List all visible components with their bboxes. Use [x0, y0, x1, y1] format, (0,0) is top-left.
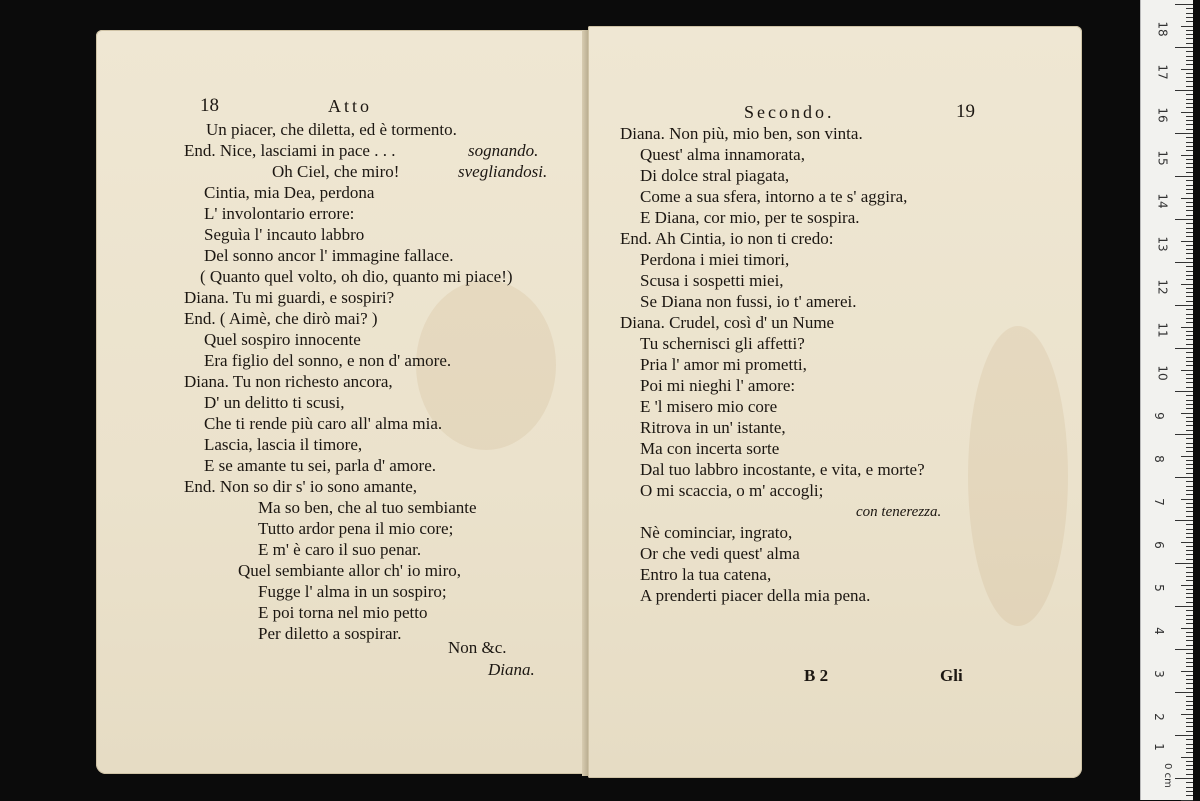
ruler-tick	[1175, 477, 1193, 478]
ruler-tick	[1186, 13, 1193, 14]
catchword: Gli	[940, 666, 963, 685]
ruler-tick	[1175, 434, 1193, 435]
ruler-tick	[1186, 279, 1193, 280]
ruler-tick	[1186, 705, 1193, 706]
ruler-tick	[1186, 619, 1193, 620]
ruler-tick	[1186, 593, 1193, 594]
ruler-tick	[1186, 752, 1193, 753]
text-line: Tutto ardor pena il mio core;	[258, 519, 454, 538]
ruler-tick	[1186, 722, 1193, 723]
ruler-tick	[1186, 159, 1193, 160]
ruler-tick	[1186, 404, 1193, 405]
text-line: Ma con incerta sorte	[640, 439, 780, 458]
page-number: 18	[200, 95, 219, 116]
text-line: Quest' alma innamorata,	[640, 145, 805, 164]
ruler-tick	[1186, 137, 1193, 138]
ruler-tick	[1175, 778, 1193, 779]
ruler-tick	[1186, 301, 1193, 302]
ruler-number: 0 cm	[1161, 763, 1173, 788]
text-line: Di dolce stral piagata,	[640, 166, 790, 185]
ruler-tick	[1181, 155, 1193, 156]
ruler-tick	[1175, 305, 1193, 306]
ruler-number: 16	[1155, 107, 1170, 123]
ruler-tick	[1186, 395, 1193, 396]
ruler-tick	[1186, 167, 1193, 168]
ruler-tick	[1186, 765, 1193, 766]
ruler-tick	[1186, 675, 1193, 676]
ruler-tick	[1186, 430, 1193, 431]
ruler-tick	[1186, 576, 1193, 577]
running-head: Secondo.	[744, 102, 835, 122]
ruler-tick	[1186, 744, 1193, 745]
ruler-tick	[1175, 649, 1193, 650]
ruler-tick	[1186, 726, 1193, 727]
ruler-tick	[1186, 511, 1193, 512]
text-line: A prenderti piacer della mia pena.	[640, 586, 871, 605]
ruler-tick	[1186, 339, 1193, 340]
ruler-tick	[1186, 314, 1193, 315]
ruler-tick	[1186, 494, 1193, 495]
catchword: Diana.	[488, 660, 535, 679]
ruler-tick	[1186, 206, 1193, 207]
ruler-tick	[1186, 554, 1193, 555]
text-line: Che ti rende più caro all' alma mia.	[204, 414, 443, 433]
ruler-tick	[1186, 408, 1193, 409]
ruler-tick	[1181, 284, 1193, 285]
ruler-tick	[1186, 610, 1193, 611]
ruler-tick	[1186, 529, 1193, 530]
ruler-tick	[1186, 107, 1193, 108]
ruler-tick	[1175, 391, 1193, 392]
ruler-tick	[1186, 34, 1193, 35]
text-line: ( Quanto quel volto, oh dio, quanto mi piace!)	[200, 267, 513, 286]
ruler-tick	[1186, 748, 1193, 749]
ruler-tick	[1186, 180, 1193, 181]
ruler-tick	[1186, 481, 1193, 482]
ruler-number: 15	[1155, 150, 1170, 166]
ruler-tick	[1186, 296, 1193, 297]
ruler-number: 5	[1151, 584, 1166, 592]
ruler-tick	[1175, 735, 1193, 736]
text-line: L' involontario errore:	[204, 204, 355, 223]
text-line: Dal tuo labbro incostante, e vita, e morte?	[640, 460, 925, 479]
ruler-number: 18	[1155, 21, 1170, 37]
ruler-tick	[1186, 335, 1193, 336]
page-number: 19	[956, 101, 975, 122]
ruler-number: 9	[1151, 412, 1166, 420]
ruler-tick	[1175, 563, 1193, 564]
text-line: E 'l misero mio core	[640, 397, 778, 416]
text-line: E se amante tu sei, parla d' amore.	[204, 456, 436, 475]
ruler-tick	[1186, 658, 1193, 659]
ruler-number: 3	[1151, 670, 1166, 678]
ruler-tick	[1186, 245, 1193, 246]
text-line: Cintia, mia Dea, perdona	[204, 183, 375, 202]
ruler-tick	[1186, 56, 1193, 57]
ruler-tick	[1181, 26, 1193, 27]
ruler-tick	[1186, 787, 1193, 788]
ruler-tick	[1186, 709, 1193, 710]
ruler-tick	[1186, 361, 1193, 362]
ruler-tick	[1186, 597, 1193, 598]
ruler-tick	[1186, 447, 1193, 448]
text-line: Diana. Tu non richesto ancora,	[184, 372, 393, 391]
text-line: Poi mi nieghi l' amore:	[640, 376, 796, 395]
ruler-tick	[1186, 344, 1193, 345]
ruler-tick	[1186, 172, 1193, 173]
ruler-tick	[1186, 503, 1193, 504]
ruler-tick	[1181, 499, 1193, 500]
ruler-tick	[1181, 714, 1193, 715]
ruler-tick	[1186, 258, 1193, 259]
ruler-tick	[1186, 421, 1193, 422]
text-line: O mi scaccia, o m' accogli;	[640, 481, 824, 500]
ruler-number: 6	[1151, 541, 1166, 549]
ruler-tick	[1175, 47, 1193, 48]
ruler-tick	[1186, 120, 1193, 121]
ruler-number: 17	[1155, 64, 1170, 80]
text-line: Non &c.	[448, 638, 507, 657]
ruler-tick	[1186, 103, 1193, 104]
ruler-tick	[1186, 142, 1193, 143]
ruler-tick	[1186, 795, 1193, 796]
ruler-number: 11	[1155, 322, 1170, 338]
signature-mark: B 2	[804, 666, 829, 685]
text-line: E Diana, cor mio, per te sospira.	[640, 208, 860, 227]
ruler-tick	[1186, 451, 1193, 452]
ruler-tick	[1186, 146, 1193, 147]
ruler-tick	[1186, 567, 1193, 568]
text-line: End. Non so dir s' io sono amante,	[184, 477, 418, 496]
ruler-tick	[1186, 623, 1193, 624]
text-line: Diana. Crudel, così d' un Nume	[620, 313, 835, 332]
ruler-tick	[1186, 533, 1193, 534]
ruler-tick	[1186, 438, 1193, 439]
ruler-tick	[1181, 327, 1193, 328]
ruler-tick	[1186, 202, 1193, 203]
ruler-tick	[1175, 262, 1193, 263]
ruler-tick	[1186, 683, 1193, 684]
ruler-tick	[1186, 782, 1193, 783]
ruler-tick	[1186, 193, 1193, 194]
ruler-tick	[1186, 322, 1193, 323]
ruler-tick	[1175, 606, 1193, 607]
text-line: Del sonno ancor l' immagine fallace.	[204, 246, 454, 265]
ruler-tick	[1186, 507, 1193, 508]
ruler-tick	[1186, 185, 1193, 186]
ruler-tick	[1186, 460, 1193, 461]
ruler-tick	[1186, 464, 1193, 465]
ruler-tick	[1186, 580, 1193, 581]
text-line: E poi torna nel mio petto	[258, 603, 428, 622]
ruler-tick	[1186, 761, 1193, 762]
text-line: D' un delitto ti scusi,	[204, 393, 345, 412]
text-line: Seguìa l' incauto labbro	[204, 225, 365, 244]
ruler-tick	[1186, 124, 1193, 125]
text-line: Or che vedi quest' alma	[640, 544, 800, 563]
text-line: Quel sospiro innocente	[204, 330, 361, 349]
ruler-tick	[1175, 90, 1193, 91]
ruler-tick	[1186, 791, 1193, 792]
ruler-tick	[1186, 645, 1193, 646]
ruler-tick	[1186, 150, 1193, 151]
ruler-tick	[1186, 653, 1193, 654]
open-book	[88, 26, 1088, 778]
ruler-tick	[1186, 718, 1193, 719]
ruler-tick	[1175, 219, 1193, 220]
ruler-tick	[1186, 236, 1193, 237]
page-stain	[968, 326, 1068, 626]
text-line: End. Nice, lasciami in pace . . .	[184, 141, 396, 160]
ruler-tick	[1175, 176, 1193, 177]
ruler-tick	[1186, 17, 1193, 18]
ruler-number: 8	[1151, 455, 1166, 463]
text-line: Tu schernisci gli affetti?	[640, 334, 805, 353]
ruler-tick	[1186, 490, 1193, 491]
text-line: Oh Ciel, che miro!	[272, 162, 400, 181]
ruler-tick	[1175, 133, 1193, 134]
text-line: Per diletto a sospirar.	[258, 624, 402, 643]
ruler-tick	[1181, 757, 1193, 758]
ruler-number: 1	[1151, 743, 1166, 751]
ruler-tick	[1186, 701, 1193, 702]
ruler-tick	[1186, 249, 1193, 250]
text-line: Entro la tua catena,	[640, 565, 772, 584]
stage-direction: svegliandosi.	[458, 162, 548, 181]
ruler-tick	[1186, 602, 1193, 603]
ruler-tick	[1181, 628, 1193, 629]
measurement-ruler	[1140, 0, 1193, 800]
ruler-tick	[1181, 542, 1193, 543]
ruler-tick	[1186, 189, 1193, 190]
ruler-tick	[1186, 271, 1193, 272]
ruler-number: 14	[1155, 193, 1170, 209]
left-page	[96, 30, 588, 774]
ruler-tick	[1186, 769, 1193, 770]
text-line: E m' è caro il suo penar.	[258, 540, 422, 559]
ruler-tick	[1186, 64, 1193, 65]
ruler-tick	[1186, 331, 1193, 332]
ruler-tick	[1186, 636, 1193, 637]
stage-direction: sognando.	[468, 141, 539, 160]
ruler-tick	[1181, 370, 1193, 371]
ruler-tick	[1186, 99, 1193, 100]
ruler-tick	[1186, 559, 1193, 560]
ruler-tick	[1186, 352, 1193, 353]
ruler-tick	[1186, 86, 1193, 87]
text-line: End. Ah Cintia, io non ti credo:	[620, 229, 834, 248]
ruler-number: 10	[1155, 365, 1170, 381]
ruler-tick	[1186, 400, 1193, 401]
ruler-tick	[1186, 615, 1193, 616]
ruler-tick	[1186, 253, 1193, 254]
stage-direction: con tenerezza.	[856, 504, 942, 520]
text-line: Se Diana non fussi, io t' amerei.	[640, 292, 857, 311]
ruler-tick	[1181, 413, 1193, 414]
ruler-tick	[1186, 288, 1193, 289]
ruler-tick	[1186, 43, 1193, 44]
ruler-tick	[1186, 266, 1193, 267]
running-head: Atto	[328, 96, 373, 116]
ruler-tick	[1186, 417, 1193, 418]
right-page	[588, 26, 1082, 778]
ruler-tick	[1186, 640, 1193, 641]
ruler-tick	[1175, 4, 1193, 5]
ruler-tick	[1186, 215, 1193, 216]
ruler-tick	[1186, 524, 1193, 525]
ruler-tick	[1181, 198, 1193, 199]
ruler-tick	[1186, 94, 1193, 95]
ruler-tick	[1181, 69, 1193, 70]
ruler-tick	[1186, 679, 1193, 680]
ruler-tick	[1186, 632, 1193, 633]
ruler-number: 13	[1155, 236, 1170, 252]
ruler-tick	[1186, 228, 1193, 229]
ruler-number: 2	[1151, 713, 1166, 721]
ruler-tick	[1186, 572, 1193, 573]
ruler-tick	[1186, 550, 1193, 551]
text-line: Ritrova in un' istante,	[640, 418, 786, 437]
ruler-tick	[1186, 589, 1193, 590]
text-line: Un piacer, che diletta, ed è tormento.	[206, 120, 457, 139]
text-line: Quel sembiante allor ch' io miro,	[238, 561, 462, 580]
ruler-tick	[1186, 129, 1193, 130]
ruler-tick	[1186, 232, 1193, 233]
ruler-tick	[1186, 516, 1193, 517]
ruler-tick	[1186, 292, 1193, 293]
ruler-tick	[1181, 585, 1193, 586]
ruler-tick	[1186, 374, 1193, 375]
ruler-tick	[1175, 348, 1193, 349]
ruler-tick	[1186, 309, 1193, 310]
ruler-tick	[1186, 443, 1193, 444]
ruler-tick	[1186, 357, 1193, 358]
ruler-tick	[1186, 223, 1193, 224]
ruler-tick	[1181, 671, 1193, 672]
ruler-tick	[1181, 241, 1193, 242]
ruler-tick	[1186, 662, 1193, 663]
ruler-tick	[1186, 8, 1193, 9]
text-line: Come a sua sfera, intorno a te s' aggira,	[640, 187, 908, 206]
ruler-tick	[1186, 365, 1193, 366]
ruler-tick	[1186, 425, 1193, 426]
text-line: Fugge l' alma in un sospiro;	[258, 582, 447, 601]
ruler-tick	[1186, 473, 1193, 474]
ruler-tick	[1186, 468, 1193, 469]
ruler-tick	[1186, 210, 1193, 211]
ruler-tick	[1181, 456, 1193, 457]
ruler-tick	[1186, 163, 1193, 164]
text-line: Nè cominciar, ingrato,	[640, 523, 793, 542]
text-line: Lascia, lascia il timore,	[204, 435, 363, 454]
ruler-tick	[1186, 51, 1193, 52]
text-line: Diana. Tu mi guardi, e sospiri?	[184, 288, 395, 307]
ruler-tick	[1186, 81, 1193, 82]
ruler-tick	[1181, 112, 1193, 113]
ruler-tick	[1186, 774, 1193, 775]
ruler-tick	[1186, 546, 1193, 547]
ruler-tick	[1186, 739, 1193, 740]
text-line: Ma so ben, che al tuo sembiante	[258, 498, 477, 517]
text-line: Diana. Non più, mio ben, son vinta.	[620, 124, 863, 143]
ruler-tick	[1186, 116, 1193, 117]
text-line: Era figlio del sonno, e non d' amore.	[204, 351, 452, 370]
text-line: Pria l' amor mi prometti,	[640, 355, 807, 374]
ruler-tick	[1186, 537, 1193, 538]
ruler-number: 7	[1151, 498, 1166, 506]
ruler-tick	[1186, 486, 1193, 487]
text-line: Perdona i miei timori,	[640, 250, 790, 269]
ruler-tick	[1175, 520, 1193, 521]
ruler-tick	[1186, 77, 1193, 78]
ruler-tick	[1186, 318, 1193, 319]
ruler-tick	[1186, 21, 1193, 22]
ruler-number: 4	[1151, 627, 1166, 635]
ruler-tick	[1186, 382, 1193, 383]
ruler-tick	[1186, 378, 1193, 379]
ruler-number: 12	[1155, 279, 1170, 295]
text-line: End. ( Aimè, che dirò mai? )	[184, 309, 378, 328]
ruler-tick	[1186, 696, 1193, 697]
text-line: Scusa i sospetti miei,	[640, 271, 784, 290]
ruler-tick	[1186, 666, 1193, 667]
ruler-tick	[1186, 387, 1193, 388]
ruler-tick	[1186, 688, 1193, 689]
ruler-tick	[1186, 38, 1193, 39]
ruler-tick	[1186, 731, 1193, 732]
ruler-tick	[1186, 60, 1193, 61]
ruler-tick	[1186, 73, 1193, 74]
ruler-tick	[1186, 275, 1193, 276]
ruler-tick	[1186, 30, 1193, 31]
ruler-tick	[1175, 692, 1193, 693]
